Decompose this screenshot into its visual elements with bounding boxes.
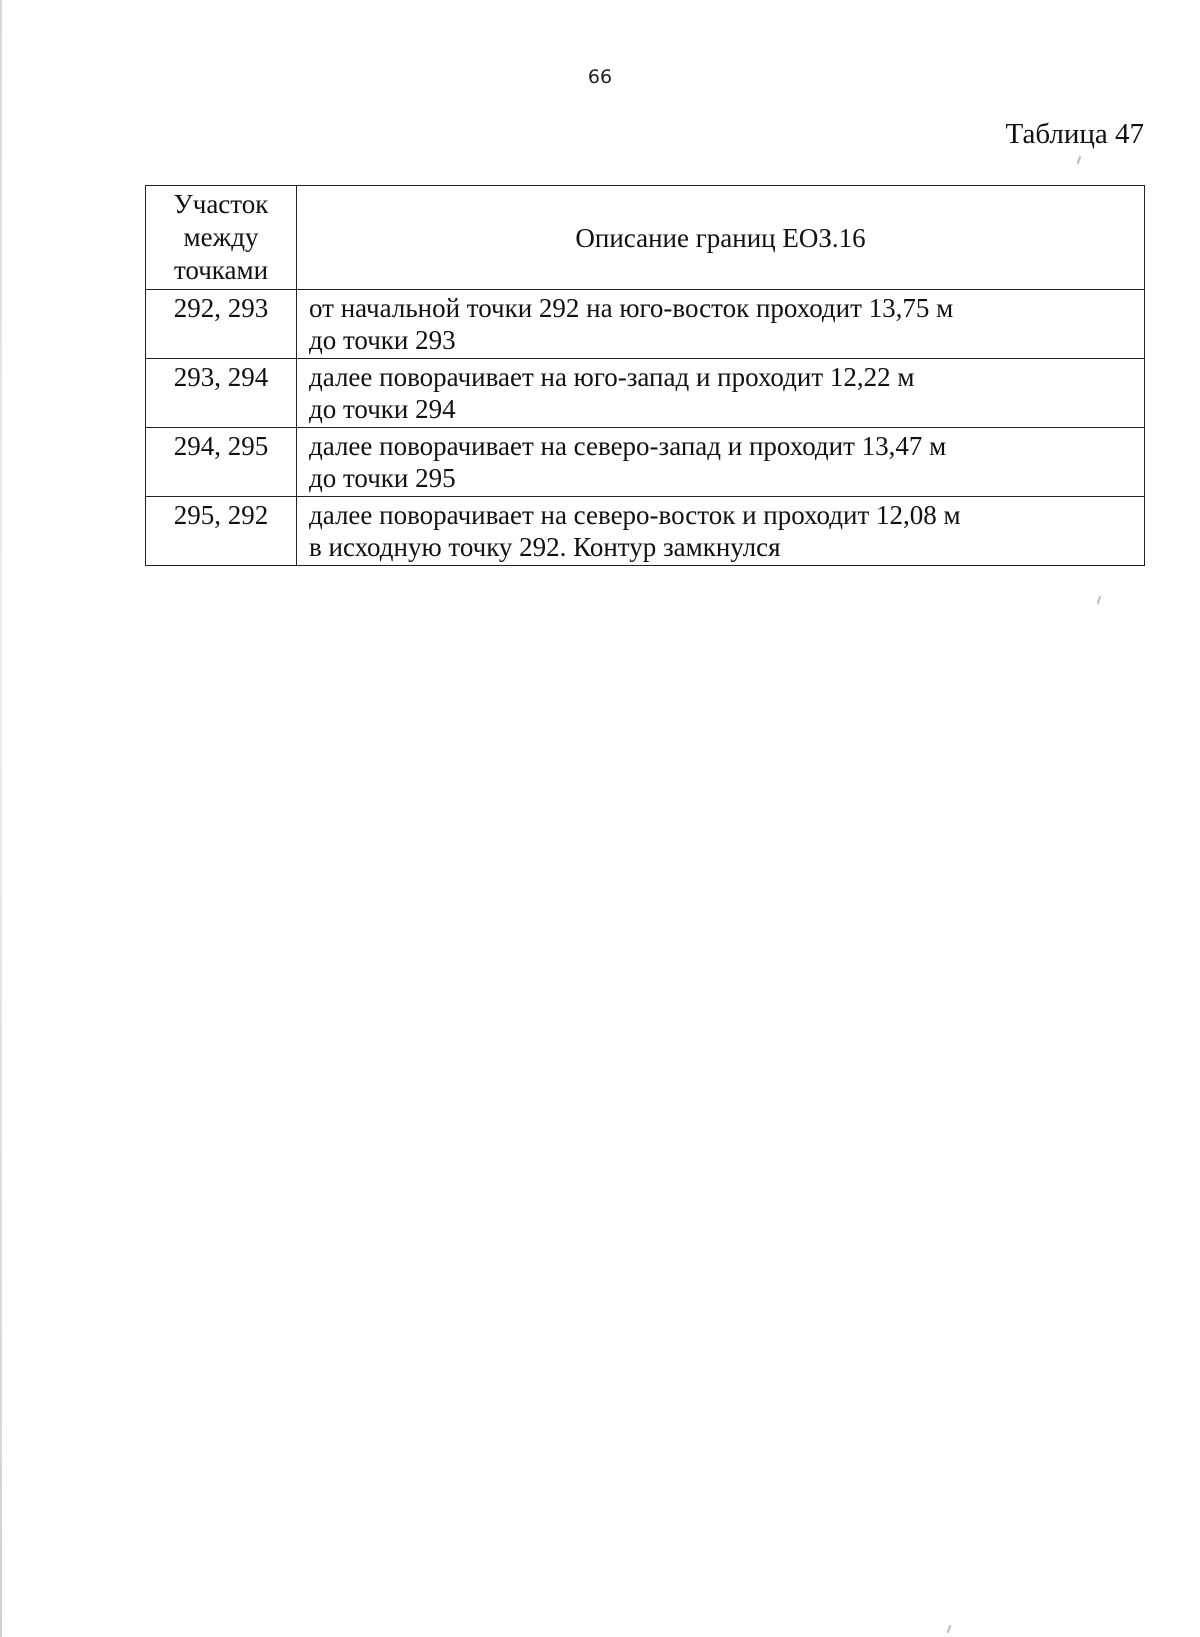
segment-cell: 293, 294 [146,359,297,428]
segment-cell: 292, 293 [146,290,297,359]
table-row [146,428,1145,497]
description-cell: далее поворачивает на юго-запад и проходит 12,22 м до точки 294 [297,359,1145,428]
table-header-row [146,186,1145,290]
table-row [146,359,1145,428]
scan-speck [947,1625,952,1633]
scan-edge [0,0,2,1637]
header-description: Описание границ ЕОЗ.16 [297,186,1145,290]
table-caption: Таблица 47 [1005,118,1144,150]
segment-cell: 295, 292 [146,497,297,566]
scan-speck [1097,596,1102,604]
boundary-table [145,185,1145,566]
table-row [146,497,1145,566]
header-segment: Участок между точками [146,186,297,290]
description-cell: далее поворачивает на северо-запад и проходит 13,47 м до точки 295 [297,428,1145,497]
table-row [146,290,1145,359]
scan-speck [1077,156,1082,164]
segment-cell: 294, 295 [146,428,297,497]
description-cell: от начальной точки 292 на юго-восток проходит 13,75 м до точки 293 [297,290,1145,359]
description-cell: далее поворачивает на северо-восток и проходит 12,08 м в исходную точку 292. Контур замкнулся [297,497,1145,566]
page-number: 66 [587,66,613,88]
